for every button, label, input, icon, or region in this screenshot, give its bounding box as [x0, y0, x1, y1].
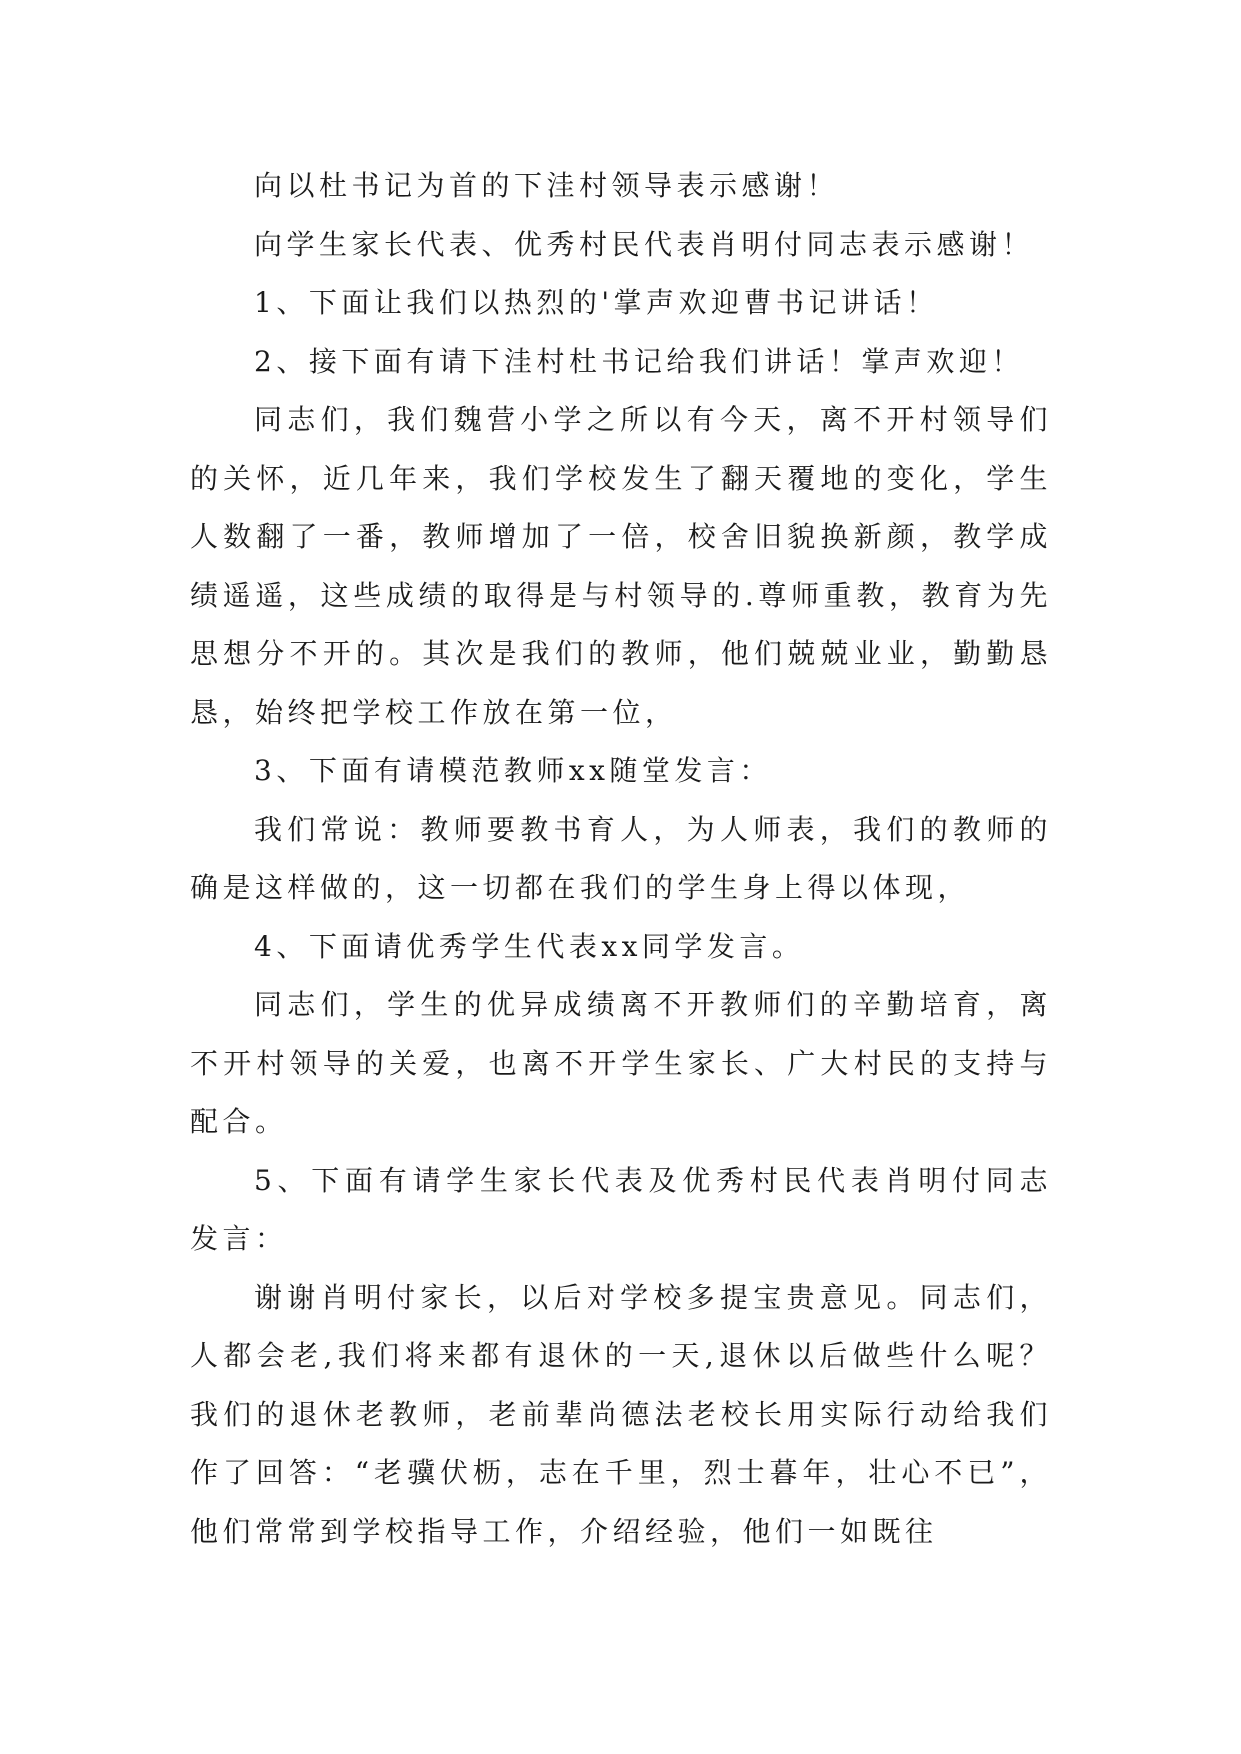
paragraph-item-3: 3、下面有请模范教师xx随堂发言：	[254, 754, 772, 787]
paragraph-item-1: 1、下面让我们以热烈的'掌声欢迎曹书记讲话！	[254, 286, 939, 319]
paragraph-teachers: 我们常说：教师要教书育人，为人师表，我们的教师的确是这样做的，这一切都在我们的学生身上得以体现，	[190, 812, 1052, 904]
paragraph-thanks-leaders: 向以杜书记为首的下洼村领导表示感谢！	[254, 169, 840, 202]
paragraph-item-2: 2、接下面有请下洼村杜书记给我们讲话！掌声欢迎！	[254, 344, 1024, 378]
paragraph-comrades-school: 同志们，我们魏营小学之所以有今天，离不开村领导们的关怀，近几年来，我们学校发生了翻天覆地的变化，学生人数翻了一番，教师增加了一倍，校舍旧貌换新颜，教学成绩遥遥，这些成绩的取得是与村领导的.尊师重教，教育为先思想分不开的。其次是我们的教师，他们兢兢业业，勤勤恳恳，始终把学校工作放在第一位，	[190, 403, 1052, 729]
paragraph-comrades-students: 同志们，学生的优异成绩离不开教师们的辛勤培育，离不开村领导的关爱，也离不开学生家长、广大村民的支持与配合。	[190, 988, 1052, 1138]
paragraph-thanks-parents: 向学生家长代表、优秀村民代表肖明付同志表示感谢！	[254, 227, 1035, 261]
paragraph-item-5: 5、下面有请学生家长代表及优秀村民代表肖明付同志发言：	[190, 1163, 1052, 1255]
document-body	[190, 157, 1052, 1561]
paragraph-item-4: 4、下面请优秀学生代表xx同学发言。	[254, 929, 805, 963]
paragraph-retired-teachers: 谢谢肖明付家长，以后对学校多提宝贵意见。同志们，人都会老,我们将来都有退休的一天,退休以后做些什么呢？我们的退休老教师，老前辈尚德法老校长用实际行动给我们作了回答：“老骥伏枥，志在千里，烈士暮年，壮心不已”，他们常常到学校指导工作，介绍经验，他们一如既往	[190, 1280, 1052, 1548]
